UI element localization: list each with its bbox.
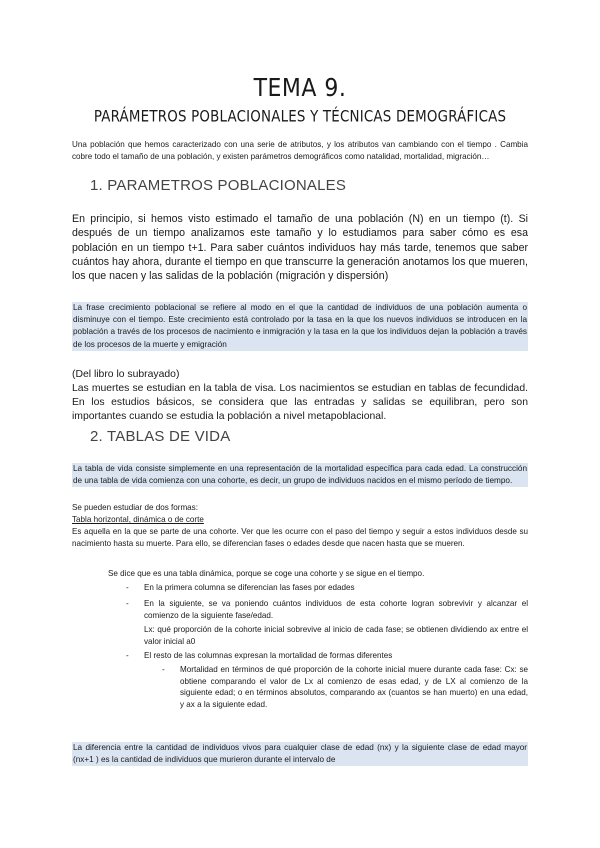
highlight-text: La tabla de vida consiste simplemente en una representación de la mortalidad específica para cada edad. La construcción de una tabla de vida comienza con una cohorte, es decir, un grupo de individuos nacidos en el mismo período de tiempo.: [72, 463, 528, 487]
sub-bullet-dash: -: [162, 665, 165, 674]
final-highlight: [72, 742, 528, 766]
section-1-paragraph-2: Las muertes se estudian en la tabla de visa. Los nacimientos se estudian en tablas de fecundidad. En los estudios básicos, se considera que las entradas y salidas se equilibran, pero son importantes cuando se estudia la población a nivel metapoblacional.: [72, 383, 528, 422]
bullet-2: En la siguiente, se va poniendo cuántos individuos de esta cohorte logran sobrevivir y alcanzar el comienzo de la siguiente fase/edad.: [144, 599, 528, 620]
section-2-heading: 2. TABLAS DE VIDA: [90, 428, 231, 445]
highlight-text: La frase crecimiento poblacional se refiere al modo en el que la cantidad de individuos de una población aumenta o disminuye con el tiempo. Este crecimiento está controlado por la tasa en la que los nuevos individuos se introducen en la población a través de los procesos de nacimiento e inmigración y la tasa en la que los individuos dejan la población a través de los procesos de la muerte y emigración: [72, 302, 528, 351]
section-1-source: (Del libro lo subrayado): [72, 369, 180, 380]
form-1-text: Es aquella en la que se parte de una cohorte. Ver que les ocurre con el paso del tiempo y seguir a estos individuos desde su nacimiento hasta su muerte. Para ello, se diferencian fases o edades desde que nacen hasta que se mueren.: [72, 527, 528, 548]
page-title: TEMA 9.: [253, 74, 347, 103]
page-subtitle: PARÁMETROS POBLACIONALES Y TÉCNICAS DEMOGRÁFICAS: [93, 108, 507, 127]
highlight-text: La diferencia entre la cantidad de individuos vivos para cualquier clase de edad (nx) y la siguiente clase de edad mayor (nx+1 ) es la cantidad de individuos que murieron durante el intervalo de: [72, 742, 528, 766]
form-1-title: Tabla horizontal, dinámica o de corte: [72, 515, 204, 524]
bullet-dash: -: [126, 599, 129, 608]
section-1-paragraph: En principio, si hemos visto estimado el tamaño de una población (N) en un tiempo (t). Si después de un tiempo analizamos este tamaño y lo estudiamos para saber cómo es esa población en un tiempo t+1. Para saber cuántos individuos hay más tarde, tenemos que saber cuántos hay ahora, durante el tiempo en que transcurre la generación anotamos los que mueren, los que nacen y las salidas de la población (migración y dispersión): [72, 213, 528, 283]
dynamic-table-note: Se dice que es una tabla dinámica, porque se coge una cohorte y se sigue en el tiempo.: [108, 569, 425, 578]
bullet-2-lx: Lx: qué proporción de la cohorte inicial sobrevive al inicio de cada fase; se obtienen dividiendo ax entre el valor inicial a0: [144, 625, 528, 646]
bullet-1: En la primera columna se diferencian las fases por edades: [144, 583, 355, 592]
bullet-3: El resto de las columnas expresan la mortalidad de formas diferentes: [144, 651, 393, 660]
intro-paragraph: Una población que hemos caracterizado con una serie de atributos, y los atributos van cambiando con el tiempo . Cambia cobre todo el tamaño de una población, y existen parámetros demográficos como natalidad, mortalidad, migración…: [72, 140, 528, 161]
bullet-3-sub: Mortalidad en términos de qué proporción de la cohorte inicial muere durante cada fase: Cx: se obtiene comparando el valor de Lx al comienzo de esas edad, y de LX al comienzo de la siguiente edad; o en términos absolutos, comparando ax (cuantos se han muerto) en una edad, y ax a la siguiente edad.: [180, 665, 528, 710]
section-1-highlight: [72, 302, 528, 351]
section-2-highlight: [72, 463, 528, 487]
section-1-heading: 1. PARAMETROS POBLACIONALES: [90, 177, 347, 194]
bullet-dash: -: [126, 651, 129, 660]
forms-intro: Se pueden estudiar de dos formas:: [72, 503, 198, 512]
bullet-dash: -: [126, 583, 129, 592]
